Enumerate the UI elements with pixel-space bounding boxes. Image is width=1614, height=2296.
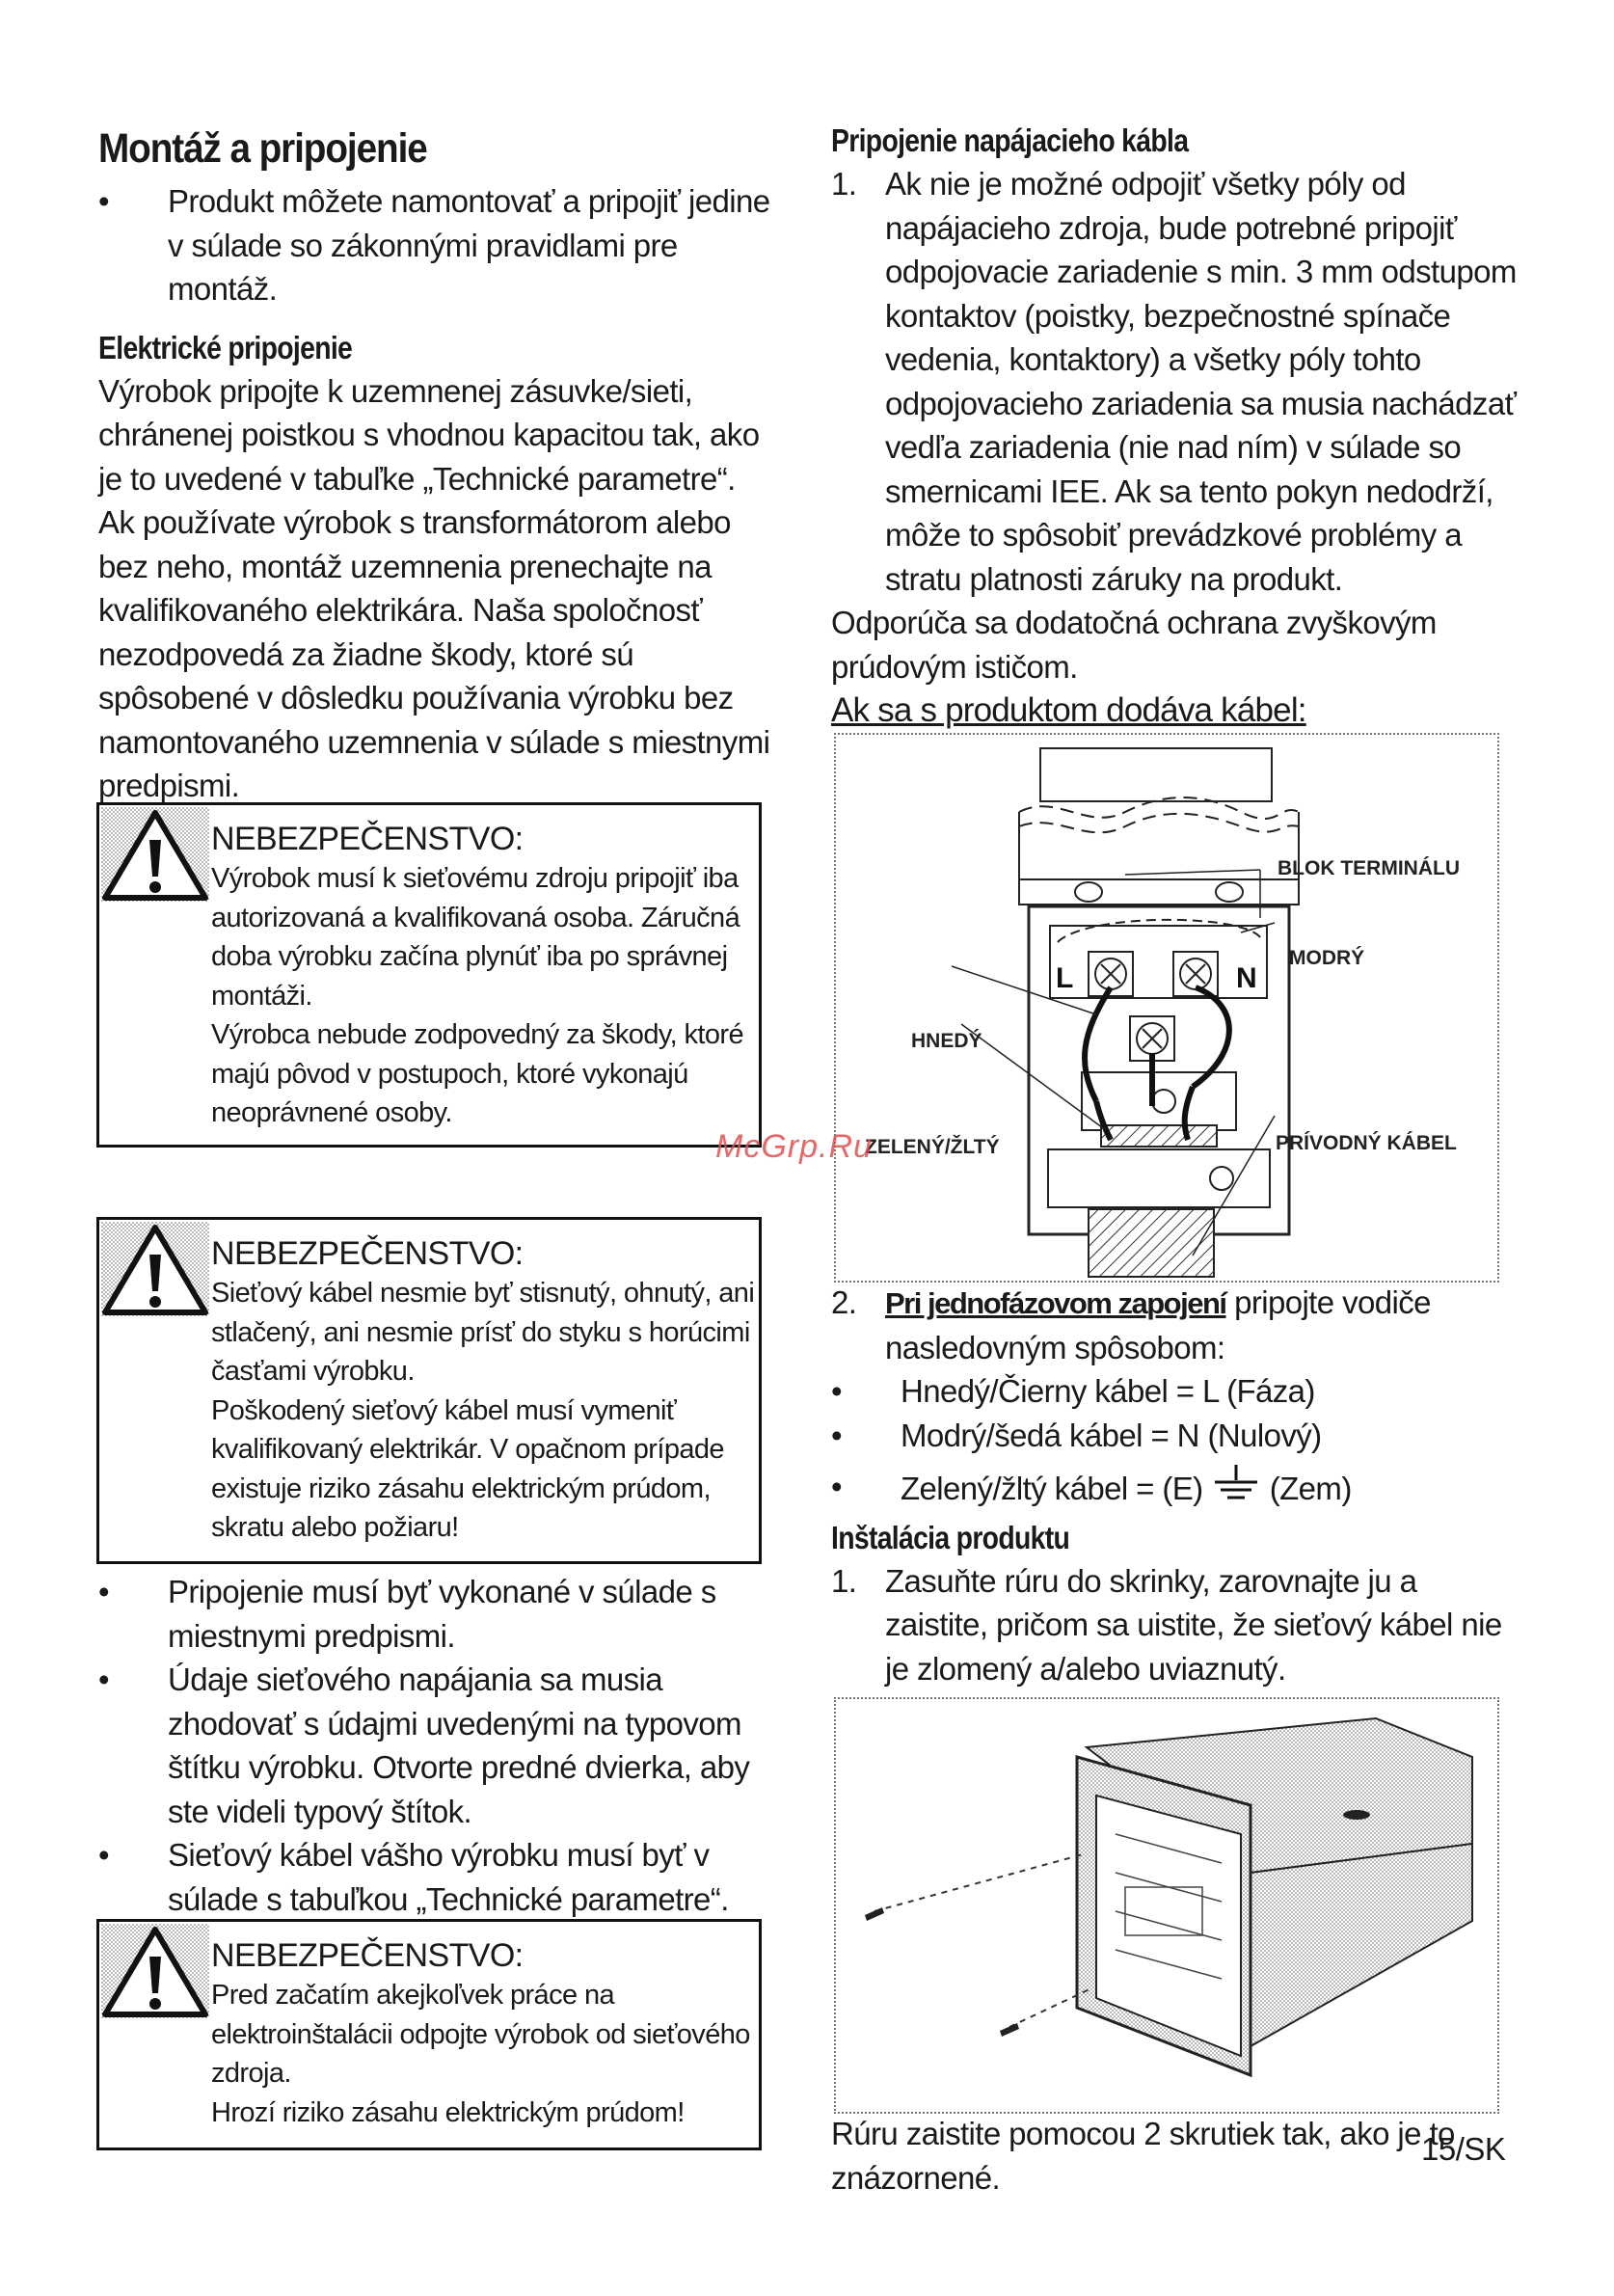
wire-text: (Zem) <box>1269 1471 1352 1506</box>
step-text: Ak nie je možné odpojiť všetky póly od napájacieho zdroja, bude potrebné pripojiť odpojovacie zariadenie s min. 3 mm odstupom kontaktov (poistky, bezpečnostné spínače vedenia, kontaktory) a všetky póly tohto odpojovacieho zariadenia sa musia nachádzať vedľa zariadenia (nie nad ním) v súlade so smernicami IEE. Ak sa tento pokyn nedodrží, môže to spôsobiť prevádzkové problémy a stratu platnosti záruky na produkt. <box>885 166 1517 597</box>
ground-icon <box>1211 1465 1261 1507</box>
warning-text: Pred začatím akejkoľvek práce na elektroinštalácii odpojte výrobok od sieťového zdroja. <box>211 1980 750 2089</box>
warning-triangle-icon <box>101 1222 209 1316</box>
warning-text: Hrozí riziko zásahu elektrickým prúdom! <box>211 2096 685 2128</box>
wiring-diagram <box>834 733 1499 1283</box>
terminal-n-label: N <box>1236 962 1257 994</box>
oven-install-figure <box>834 1697 1499 2114</box>
screws-text: Rúru zaistite pomocou 2 skrutiek tak, ako je to znázornené. <box>831 2116 1455 2196</box>
wire-item: • Modrý/šedá kábel = N (Nulový) <box>831 1414 1525 1458</box>
warning-text: Výrobok musí k sieťovému zdroju pripojiť iba autorizovaná a kvalifikovaná osoba. Záručná doba výrobku začína plynúť iba po správnej montáži. <box>211 863 740 1012</box>
rcd-text: Odporúča sa dodatočná ochrana zvyškovým prúdovým ističom. <box>831 605 1437 685</box>
watermark: McGrp.Ru <box>715 1128 873 1165</box>
warning-box-3 <box>96 1919 762 2150</box>
electric-text: Výrobok pripojte k uzemnenej zásuvke/sieti, chránenej poistkou s vhodnou kapacitou tak, ako je to uvedené v tabuľke „Technické parametre“. Ak používate výrobok s transformátorom alebo bez neho, montáž uzemnenia prenechajte na kvalifikovaného elektrikára. Naša spoločnosť nezodpovedá za žiadne škody, ktoré sú spôsobené v dôsledku používania výrobku bez namontovaného uzemnenia v súlade s miestnymi predpismi. <box>98 372 770 803</box>
step-number: 2. <box>831 1284 857 1320</box>
terminal-block-illustration <box>836 735 1497 1281</box>
warning-title: NEBEZPEČENSTVO: <box>211 1235 524 1272</box>
electric-heading: Elektrické pripojenie <box>98 329 353 365</box>
warning-text: Sieťový kábel nesmie byť stisnutý, ohnutý, ani stlačený, ani nesmie prísť do styku s horúcimi časťami výrobku. <box>211 1278 755 1387</box>
step-bold-text: Pri jednofázovom zapojení <box>885 1286 1226 1320</box>
step-1 <box>831 162 1525 601</box>
list-item: • Sieťový kábel vášho výrobku musí byť v súlade s tabuľkou „Technické parametre“. <box>98 1833 754 1921</box>
left-column <box>98 123 773 808</box>
requirements-list <box>98 1570 754 1921</box>
step-text: pripojte vodiče nasledovným spôsobom: <box>885 1284 1431 1365</box>
label-terminal-block: BLOK TERMINÁLU <box>1278 857 1460 879</box>
warning-triangle-icon <box>101 807 209 902</box>
page-title: Montáž a pripojenie <box>98 125 427 172</box>
list-item: • Pripojenie musí byť vykonané v súlade s miestnymi predpismi. <box>98 1570 754 1658</box>
oven-illustration <box>836 1699 1497 2112</box>
wire-item: • Hnedý/Čierny kábel = L (Fáza) <box>831 1369 1525 1414</box>
list-item: • Údaje sieťového napájania sa musia zhodovať s údajmi uvedenými na typovom štítku výrobku. Otvorte predné dvierka, aby ste videli typový štítok. <box>98 1658 754 1833</box>
warning-triangle-icon <box>101 1924 209 2018</box>
wire-item <box>831 1465 1525 1511</box>
cable-supplied-heading: Ak sa s produktom dodáva kábel: <box>831 691 1306 729</box>
step-text: Zasuňte rúru do skrinky, zarovnajte ju a zaistite, pričom sa uistite, že sieťový kábel nie je zlomený a/alebo uviaznutý. <box>885 1562 1502 1687</box>
warning-box-2 <box>96 1217 762 1564</box>
warning-title: NEBEZPEČENSTVO: <box>211 821 524 857</box>
intro-bullet: • Produkt môžete namontovať a pripojiť jedine v súlade so zákonnými pravidlami pre montáž. <box>98 179 773 311</box>
warning-text: Výrobca nebude zodpovedný za škody, ktoré majú pôvod v postupoch, ktoré vykonajú neoprávnené osoby. <box>211 1019 744 1128</box>
step-number: 1. <box>831 166 857 202</box>
label-supply-cable: PRÍVODNÝ KÁBEL <box>1276 1132 1457 1154</box>
label-green-yellow: ZELENÝ/ŽLTÝ <box>865 1136 1000 1158</box>
warning-text: Poškodený sieťový kábel musí vymeniť kvalifikovaný elektrikár. V opačnom prípade existuje riziko zásahu elektrickým prúdom, skratu alebo požiaru! <box>211 1394 724 1543</box>
install-heading: Inštalácia produktu <box>831 1519 1070 1555</box>
install-step-1 <box>831 1559 1525 1691</box>
cable-heading: Pripojenie napájacieho kábla <box>831 122 1189 158</box>
connection-steps <box>831 1281 1525 1690</box>
terminal-l-label: L <box>1056 962 1074 994</box>
wire-text: Zelený/žltý kábel = (E) <box>901 1471 1203 1506</box>
label-blue: MODRÝ <box>1289 947 1365 969</box>
step-2 <box>831 1281 1525 1369</box>
page-number: 15/SK <box>1421 2131 1506 2167</box>
warning-title: NEBEZPEČENSTVO: <box>211 1937 524 1974</box>
warning-box-1 <box>96 802 762 1148</box>
right-column <box>831 120 1525 733</box>
label-brown: HNEDÝ <box>911 1030 982 1052</box>
step-number: 1. <box>831 1562 857 1599</box>
